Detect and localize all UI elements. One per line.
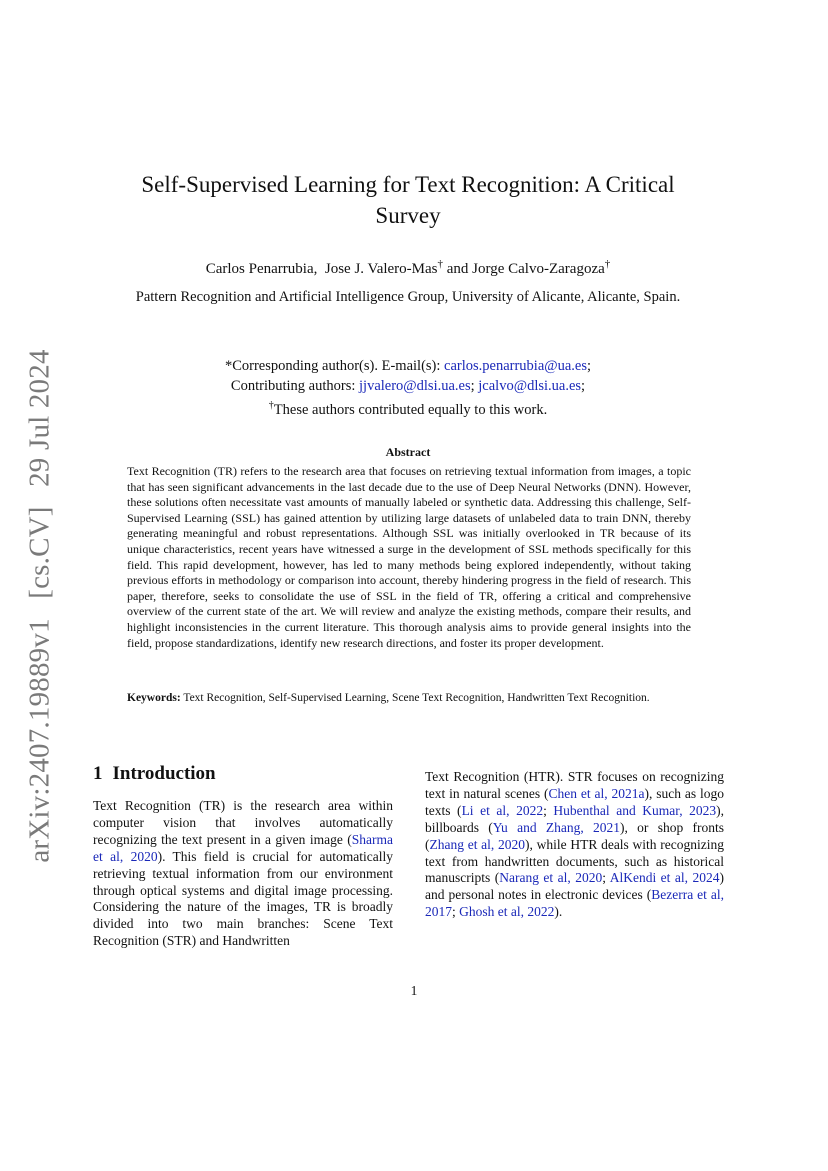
- author-2: Jose J. Valero-Mas: [324, 261, 438, 277]
- corresponding-label: *Corresponding author(s). E-mail(s):: [224, 358, 441, 374]
- abstract-heading: Abstract: [385, 445, 431, 459]
- citation-link[interactable]: Ghosh et al, 2022: [459, 904, 555, 920]
- contact-block: [120, 356, 696, 420]
- intro-right-text-3: ), billboards (: [425, 802, 724, 835]
- citation-link[interactable]: Narang et al, 2020: [499, 870, 603, 886]
- author-3: Jorge Calvo-Zaragoza: [472, 261, 605, 277]
- author-1: Carlos Penarrubia,: [205, 261, 318, 277]
- contributing-label: Contributing authors:: [230, 378, 356, 394]
- abstract-text: Text Recognition (TR) refers to the research area that focuses on retrieving textual information from images, a topic that has seen significant advancements in the last decade due to the use of Deep Neural Networks (DNN). However, these solutions often necessitate vast amounts of manually labeled or synthetic data. Addressing this challenge, Self-Supervised Learning (SSL) has gained attention by utilizing large datasets of unlabeled data to train DNN, thereby generating meaningful and robust representations. Although SSL was initially overlooked in TR because of its unique characteristics, recent years have witnessed a surge in the development of SSL methods specifically for this field. This rapid development, however, has led to many methods being explored independently, without taking previous efforts in methodology or comparison into account, thereby hindering progress in the field of research. This paper, therefore, seeks to consolidate the use of SSL in the field of TR, offering a critical and comprehensive overview of the current state of the art. We will review and analyze the existing methods, compare their results, and highlight inconsistencies in the current literature. This thorough analysis aims to provide general insights into the field, propose standardizations, identify new research directions, and foster its proper development.: [127, 464, 691, 650]
- intro-left-text-2: ). This field is crucial for automatically retrieving textual information from our environment through optical systems and digital image processing. Considering the nature of the images, TR is broadly divided into two main branches: Scene Text Recognition (STR) and Handwritten: [93, 848, 393, 949]
- email-link-corresponding[interactable]: carlos.penarrubia@ua.es: [444, 358, 588, 374]
- citation-link[interactable]: Hubenthal and Kumar, 2023: [553, 802, 717, 818]
- citation-link[interactable]: Zhang et al, 2020: [429, 836, 526, 852]
- equal-note-mark: †: [268, 400, 274, 411]
- arxiv-id: arXiv:2407.19889v1: [23, 618, 56, 863]
- keywords-text: Text Recognition, Self-Supervised Learning, Scene Text Recognition, Handwritten Text Recognition.: [183, 692, 650, 704]
- citation-link[interactable]: Bezerra et al, 2017: [425, 887, 724, 920]
- section-heading: [93, 763, 216, 785]
- arxiv-category: [cs.CV]: [23, 506, 56, 599]
- intro-right-text-2: ), such as logo texts (: [425, 785, 724, 818]
- intro-right-text-6: ) and personal notes in electronic devices (: [425, 870, 724, 903]
- intro-column-right: [425, 769, 724, 921]
- contributing-line: [120, 376, 696, 396]
- citation-link[interactable]: Sharma et al, 2020: [93, 831, 393, 864]
- citation-separator: ;: [452, 904, 460, 920]
- equal-note: These authors contributed equally to this work.: [273, 401, 548, 418]
- keywords: [127, 691, 691, 706]
- email-link-2[interactable]: jjvalero@dlsi.ua.es: [359, 378, 471, 394]
- citation-link[interactable]: Li et al, 2022: [461, 802, 544, 818]
- intro-right-text-4: ), or shop fronts (: [425, 819, 724, 852]
- citation-separator: ;: [602, 870, 610, 886]
- email-separator-2: ;: [470, 378, 475, 394]
- author-list: [120, 258, 696, 278]
- intro-right-text-5: ), while HTR deals with recognizing text from handwritten documents, such as historical manuscripts (: [425, 836, 724, 886]
- paper-title: Self-Supervised Learning for Text Recognition: A Critical Survey: [141, 172, 675, 228]
- author-conjunction: and: [446, 261, 469, 277]
- citation-link[interactable]: Yu and Zhang, 2021: [492, 819, 621, 835]
- arxiv-identifier: [24, 343, 57, 868]
- corresponding-line: [120, 356, 696, 376]
- intro-right-text-1: Text Recognition (HTR). STR focuses on recognizing text in natural scenes (: [425, 769, 724, 801]
- email-separator: ;: [587, 358, 592, 374]
- email-link-3[interactable]: jcalvo@dlsi.ua.es: [478, 378, 582, 394]
- section-number: 1: [93, 763, 103, 784]
- affiliation: Pattern Recognition and Artificial Intelligence Group, University of Alicante, Alicante, Spain.: [135, 289, 681, 305]
- equal-contribution-mark: †: [437, 258, 443, 270]
- citation-link[interactable]: AlKendi et al, 2024: [609, 870, 720, 886]
- email-separator-3: ;: [581, 378, 586, 394]
- keywords-label: Keywords:: [127, 692, 181, 704]
- intro-left-text-1: Text Recognition (TR) is the research area within computer vision that involves automatically recognizing the text present in a given image (: [93, 798, 393, 847]
- citation-link[interactable]: Chen et al, 2021a: [548, 785, 645, 801]
- equal-contribution-mark-2: †: [604, 258, 611, 270]
- equal-contribution-line: [120, 396, 696, 420]
- page-number: 1: [410, 983, 418, 998]
- citation-separator: ;: [543, 802, 554, 818]
- intro-column-left: [93, 798, 393, 950]
- intro-right-text-7: ).: [554, 904, 563, 920]
- section-title: Introduction: [112, 763, 216, 784]
- arxiv-date: 29 Jul 2024: [23, 349, 56, 487]
